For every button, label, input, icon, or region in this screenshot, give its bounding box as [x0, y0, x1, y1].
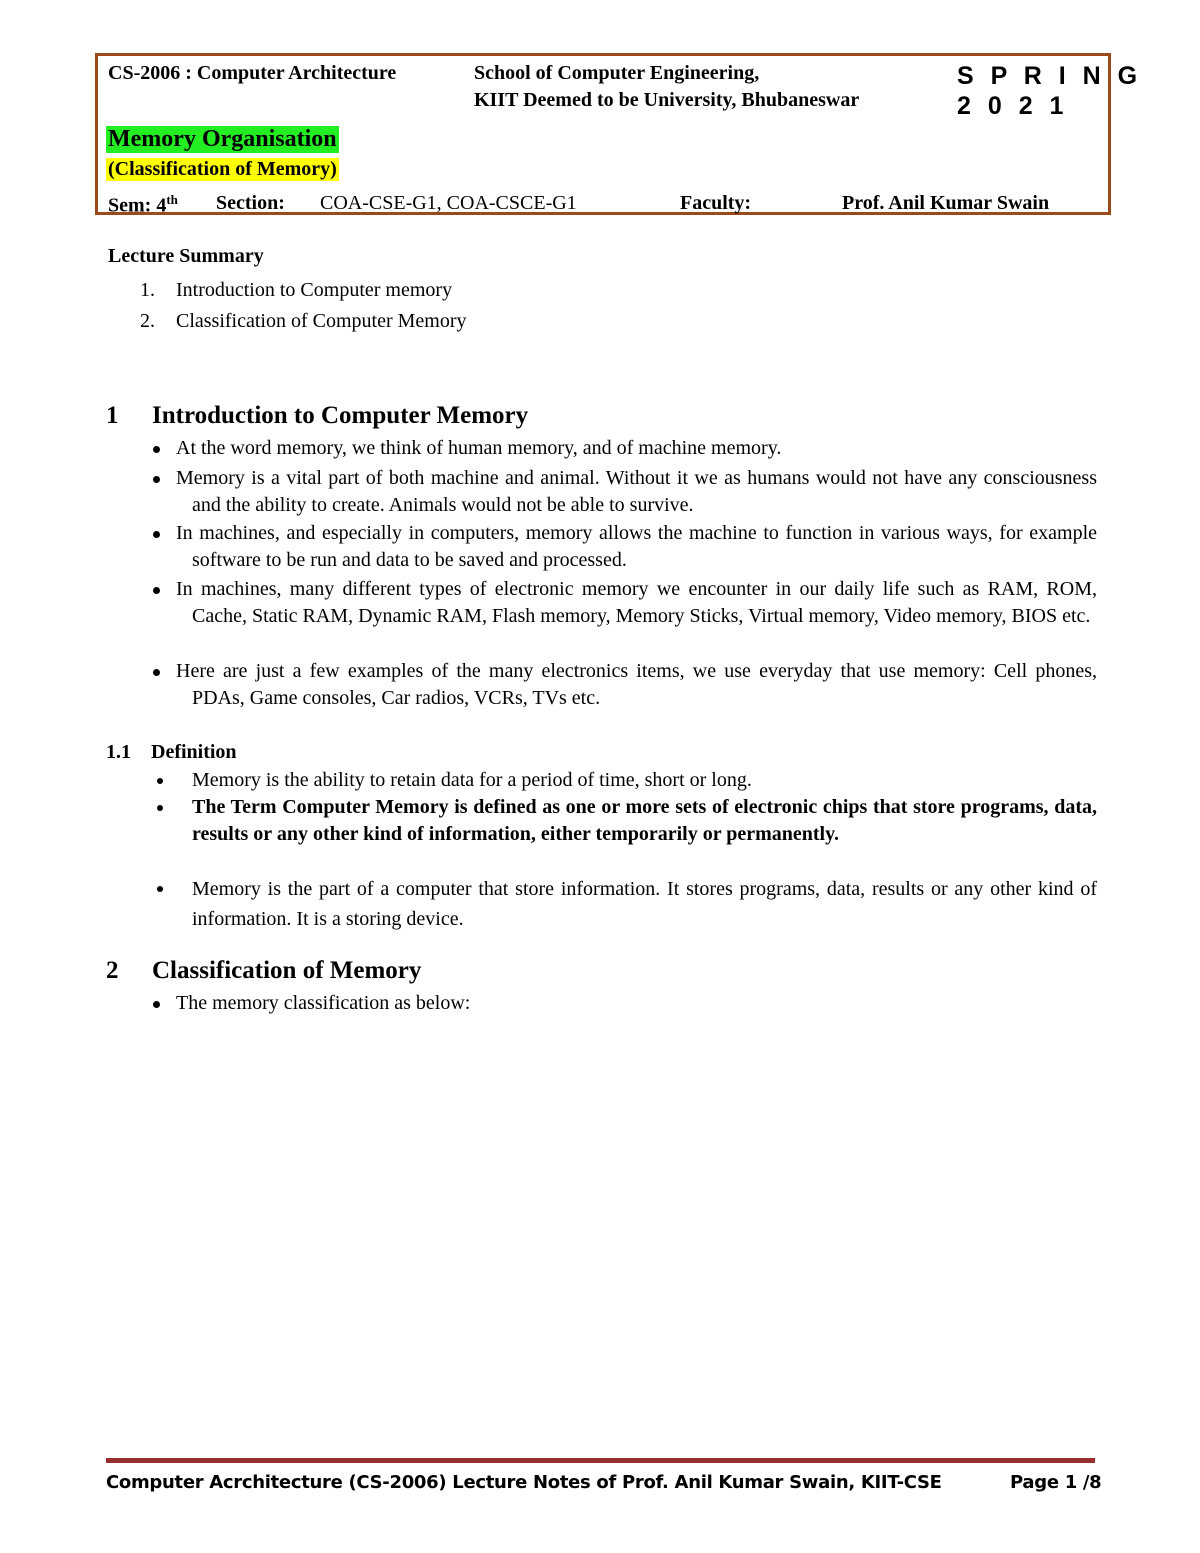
summary-item — [140, 310, 467, 333]
header-box — [95, 53, 1143, 217]
faculty-value: Prof. Anil Kumar Swain — [842, 192, 1050, 214]
list-item — [150, 658, 1097, 712]
list-item-text: Memory is a vital part of both machine and animal. Without it we as humans would not have any consciousness and the ability to create. Animals would not be able to survive. — [176, 467, 1097, 516]
list-item-text: At the word memory, we think of human memory, and of machine memory. — [176, 437, 782, 459]
school-line-1: School of Computer Engineering, — [474, 62, 760, 84]
semester-sup: th — [166, 192, 178, 207]
footer-text: Computer Acrchitecture (CS-2006) Lecture Notes of Prof. Anil Kumar Swain, KIIT-CSE — [106, 1472, 942, 1493]
bullet-icon — [153, 669, 160, 676]
page-number: Page 1 /8 — [1010, 1472, 1102, 1493]
bullet-icon — [157, 805, 163, 811]
list-item — [150, 465, 1097, 519]
list-item-text: In machines, many different types of electronic memory we encounter in our daily life such as RAM, ROM, Cache, Static RAM, Dynamic RAM, Flash memory, Memory Sticks, Virtual memory, Video memory, BIOS etc. — [176, 578, 1097, 627]
list-item — [150, 767, 1097, 794]
bullet-icon — [157, 886, 163, 892]
list-item-text: Memory is the part of a computer that store information. It stores programs, data, results or any other kind of information. It is a storing device. — [192, 878, 1097, 930]
school-line-2: KIIT Deemed to be University, Bhubaneswar — [474, 89, 860, 111]
list-item — [150, 520, 1097, 574]
list-item-text: The Term Computer Memory is defined as one or more sets of electronic chips that store programs, data, results or any other kind of information, either temporarily or permanently. — [192, 796, 1097, 845]
summary-item-text: Classification of Computer Memory — [176, 310, 467, 332]
section-value: COA-CSE-G1, COA-CSCE-G1 — [320, 192, 577, 214]
list-item — [150, 794, 1097, 848]
list-item-text: The memory classification as below: — [176, 992, 471, 1014]
list-item-text: Memory is the ability to retain data for a period of time, short or long. — [192, 769, 752, 791]
section-number: 1.1 — [106, 741, 131, 763]
bullet-icon — [153, 446, 160, 453]
season-label: S P R I N G — [957, 62, 1143, 90]
section-number: 2 — [106, 957, 119, 984]
footer-rule — [106, 1458, 1095, 1463]
bullet-icon — [153, 1001, 160, 1008]
semester — [108, 192, 178, 218]
list-item-text: In machines, and especially in computers, memory allows the machine to function in various ways, for example software to be run and data to be saved and processed. — [176, 522, 1097, 571]
list-item — [150, 576, 1097, 630]
course-title: CS-2006 : Computer Architecture — [108, 62, 397, 84]
bullet-icon — [153, 476, 160, 483]
section-title: Definition — [151, 741, 237, 763]
subtopic-title: (Classification of Memory) — [108, 158, 337, 180]
list-item — [150, 435, 1097, 462]
list-item — [150, 990, 1097, 1017]
summary-item-num: 2. — [140, 310, 155, 332]
section-title: Classification of Memory — [152, 957, 422, 984]
section-1-1-heading — [106, 741, 237, 764]
section-1-heading — [106, 402, 528, 430]
lecture-summary-title: Lecture Summary — [108, 245, 264, 267]
faculty-label: Faculty: — [680, 192, 752, 214]
list-item-text: Here are just a few examples of the many electronics items, we use everyday that use memory: Cell phones, PDAs, Game consoles, Car radios, VCRs, TVs etc. — [176, 660, 1097, 709]
section-label: Section: — [216, 192, 285, 214]
section-2-heading — [106, 957, 421, 985]
summary-item-text: Introduction to Computer memory — [176, 279, 453, 301]
bullet-icon — [153, 587, 160, 594]
summary-item — [140, 279, 452, 302]
topic-title: Memory Organisation — [108, 126, 337, 152]
bullet-icon — [153, 531, 160, 538]
bullet-icon — [157, 778, 163, 784]
semester-label: Sem: 4 — [108, 194, 167, 217]
section-number: 1 — [106, 402, 119, 429]
summary-item-num: 1. — [140, 279, 155, 301]
list-item — [150, 874, 1097, 934]
year-label: 2 0 2 1 — [957, 92, 1069, 120]
section-title: Introduction to Computer Memory — [152, 402, 529, 429]
